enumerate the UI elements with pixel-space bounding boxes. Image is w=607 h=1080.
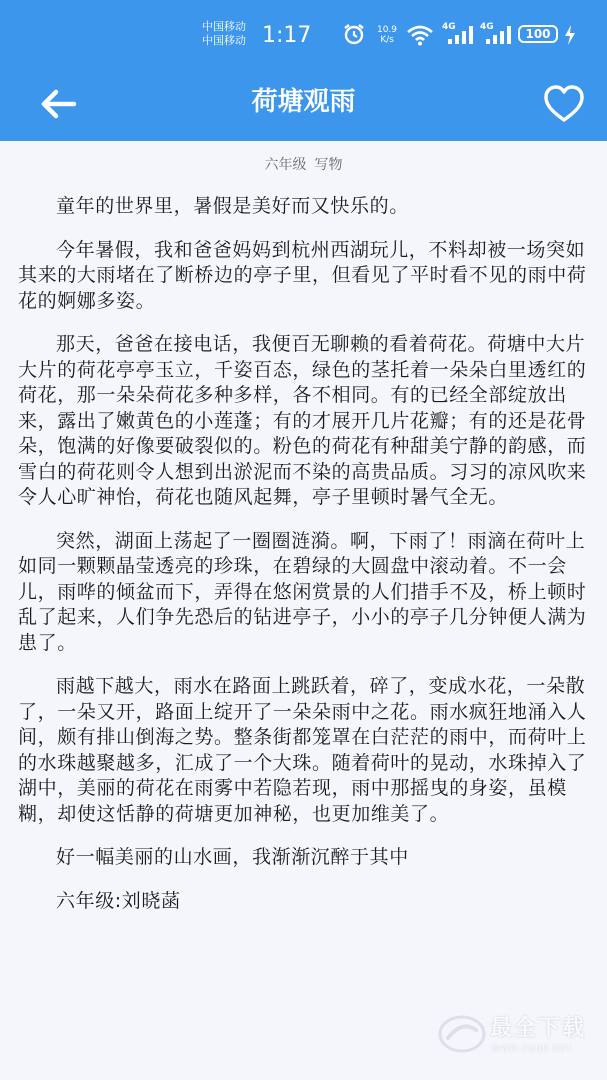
clock: 1:17 <box>262 23 312 48</box>
title-bar <box>0 68 607 141</box>
signal-1 <box>442 22 476 46</box>
author-line: 六年级:刘晓菡 <box>56 889 181 912</box>
signal-2 <box>480 22 514 46</box>
paragraph: 突然，湖面上荡起了一圈圈涟漪。啊，下雨了！雨滴在荷叶上如同一颗颗晶莹透亮的珍珠，在碧绿的大圆盘中滚动着。不一会儿，雨哗的倾盆而下，弄得在悠闲赏景的人们措手不及，桥上顿时乱了起来，人们争先恐后的钻进亭子，小小的亭子几分钟便人满为患了。 <box>18 529 587 654</box>
article-category: 写物 <box>314 157 343 173</box>
carrier-1: 中国移动 <box>202 20 246 33</box>
carrier-2: 中国移动 <box>202 34 246 47</box>
status-icons <box>342 22 592 50</box>
wifi-icon <box>406 24 434 46</box>
heart-outline-icon <box>540 82 588 126</box>
article-body <box>18 194 588 932</box>
network-speed-unit: K/s <box>380 35 394 45</box>
paragraph: 童年的世界里，暑假是美好而又快乐的。 <box>56 195 409 217</box>
watermark-text: 最全下载 <box>490 1016 587 1041</box>
battery-indicator: 100 <box>518 25 558 43</box>
charging-bolt-icon <box>564 25 576 45</box>
paragraph: 那天，爸爸在接电话，我便百无聊赖的看着荷花。荷塘中大片大片的荷花亭亭玉立，千姿百态，绿色的茎托着一朵朵白里透红的荷花，那一朵朵荷花多种多样，各不相同。有的已经全部绽放出来，露出了嫩黄色的小莲蓬；有的才展开几片花瓣；有的还是花骨朵，饱满的好像要破裂似的。粉色的荷花有种甜美宁静的韵感，而雪白的荷花则令人想到出淤泥而不染的高贵品质。习习的凉风吹来令人心旷神怡，荷花也随风起舞，亭子里顿时暑气全无。 <box>18 333 587 508</box>
signal-2-label: 4G <box>480 22 494 32</box>
watermark-logo-icon <box>438 1014 486 1054</box>
carrier-labels <box>202 20 246 48</box>
paragraph: 好一幅美丽的山水画，我渐渐沉醉于其中 <box>56 846 409 868</box>
paragraph: 雨越下越大，雨水在路面上跳跃着，碎了，变成水花，一朵散了，一朵又开，路面上绽开了一朵朵雨中之花。雨水疯狂地涌入人间，颇有排山倒海之势。整条街都笼罩在白茫茫的雨中，而荷叶上的水珠越聚越多，汇成了一个大珠。随着荷叶的晃动，水珠掉入了湖中，美丽的荷花在雨雾中若隐若现，雨中那摇曳的身姿，虽模糊，却使这恬静的荷塘更加神秘，也更加维美了。 <box>18 675 587 825</box>
app-header <box>0 0 607 141</box>
watermark-url: WWW.ZQQD.NET <box>492 1044 573 1053</box>
signal-1-label: 4G <box>442 22 456 32</box>
signal-bars-icon <box>486 26 512 44</box>
network-speed-value: 10.9 <box>376 25 398 35</box>
favorite-button[interactable] <box>540 82 588 126</box>
status-bar <box>0 0 607 68</box>
article-meta <box>0 154 607 176</box>
article-grade: 六年级 <box>264 157 307 173</box>
network-speed <box>374 25 400 45</box>
paragraph: 今年暑假，我和爸爸妈妈到杭州西湖玩儿，不料却被一场突如其来的大雨堵在了断桥边的亭子里，但看见了平时看不见的雨中荷花的婀娜多姿。 <box>18 238 587 312</box>
watermark <box>438 1010 598 1060</box>
signal-bars-icon <box>448 26 474 44</box>
alarm-icon <box>342 22 366 46</box>
page-title: 荷塘观雨 <box>251 87 356 117</box>
